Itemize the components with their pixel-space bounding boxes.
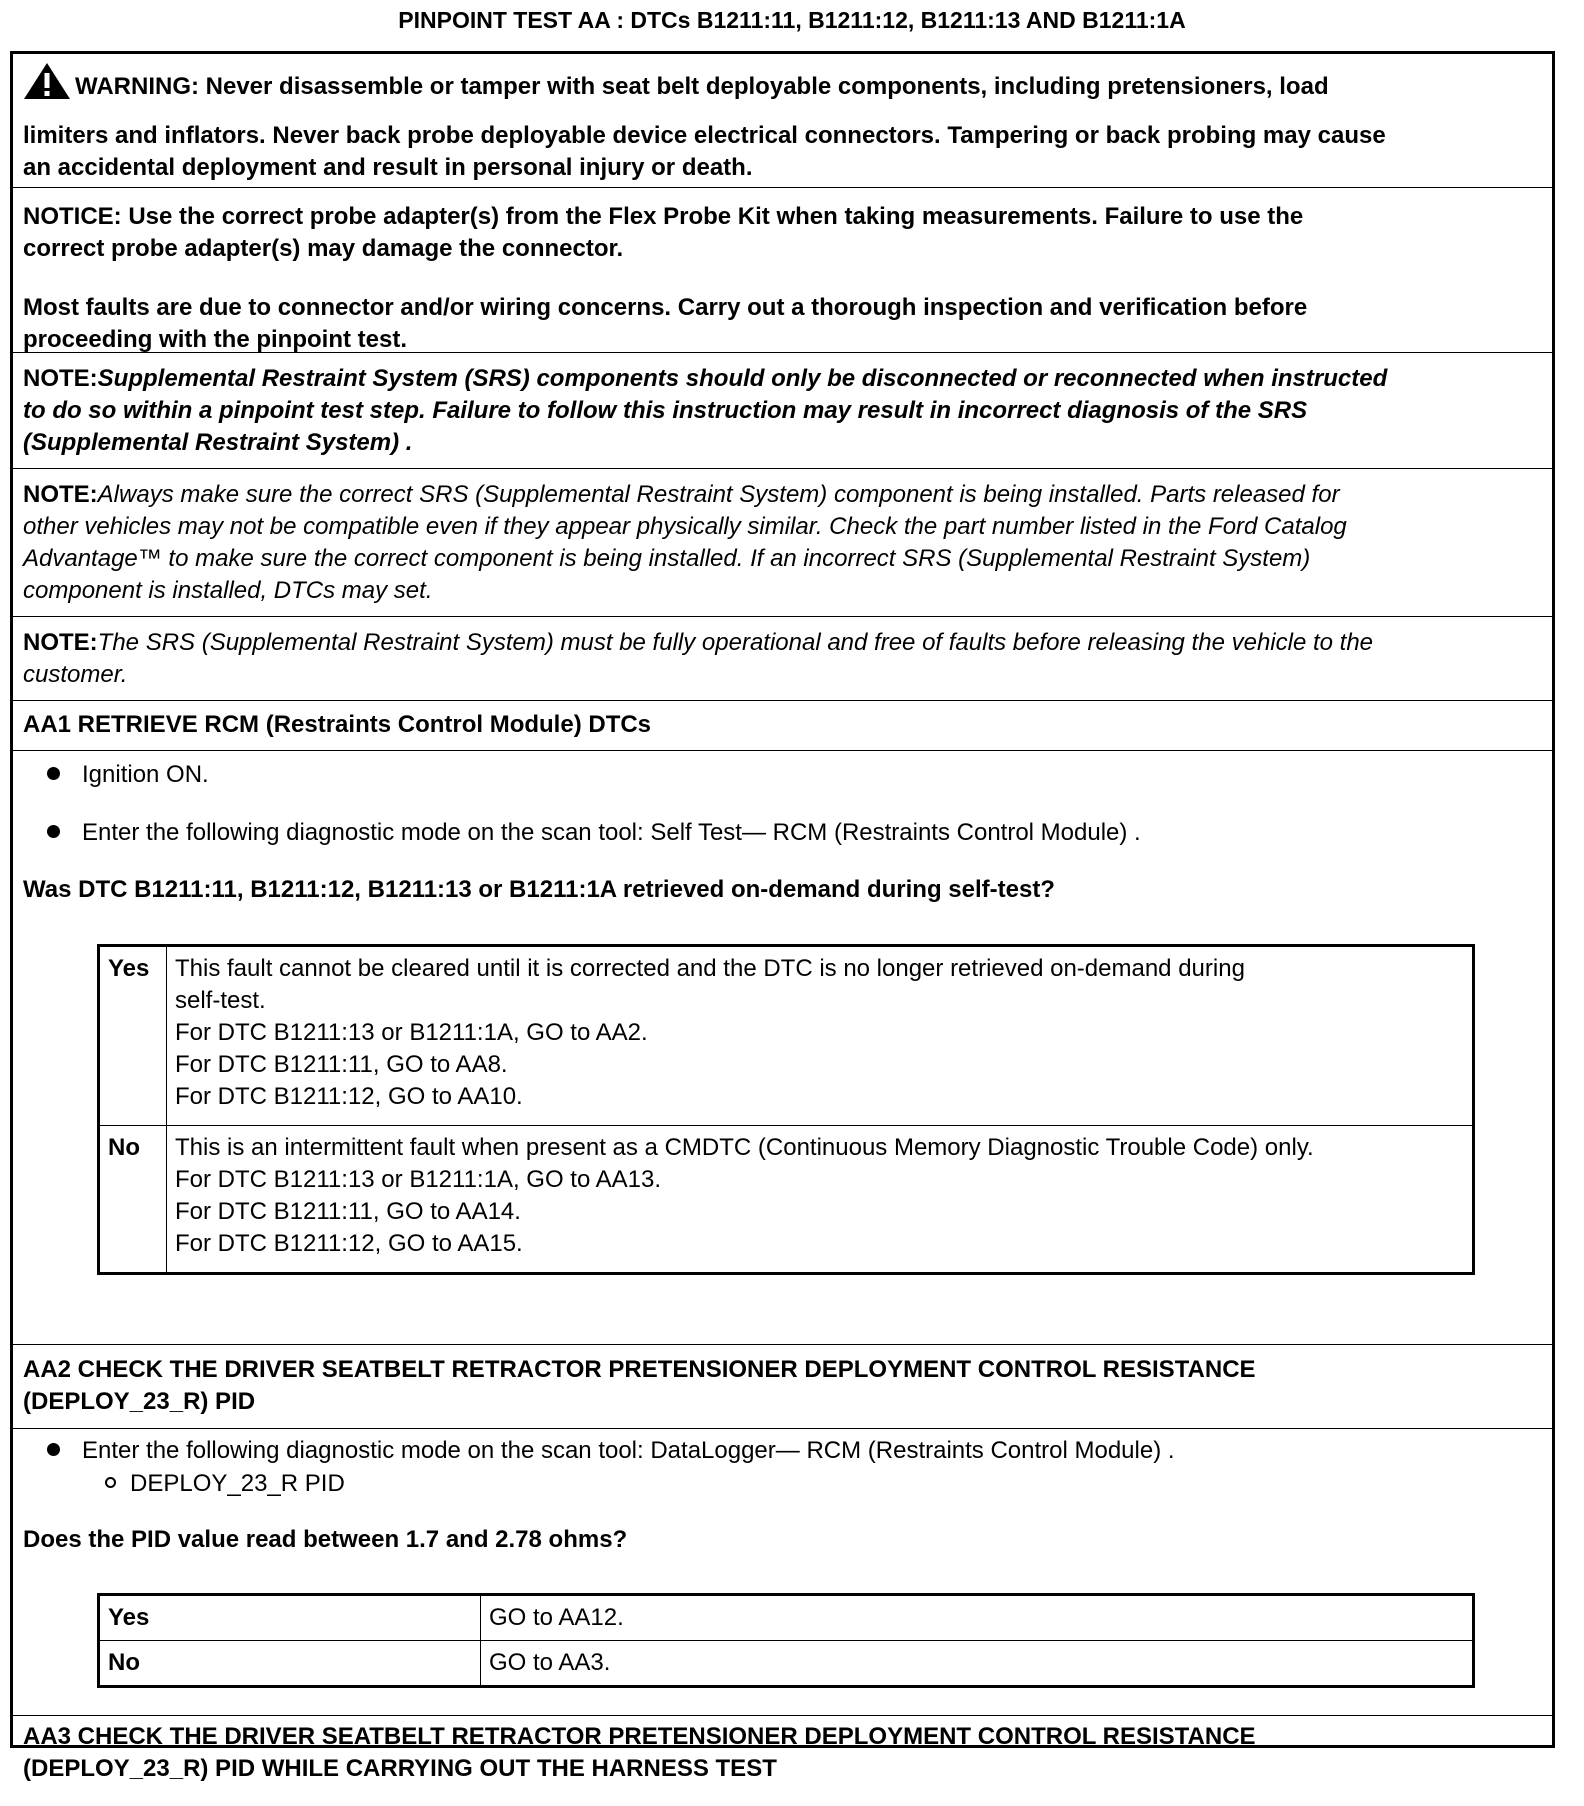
note1-line-3: (Supplemental Restraint System) . [23, 429, 413, 456]
bullet-icon [47, 825, 60, 838]
yes-line-3: For DTC B1211:13 or B1211:1A, GO to AA2. [175, 1019, 648, 1046]
aa2-heading-line-2: (DEPLOY_23_R) PID [23, 1388, 256, 1415]
pinpoint-test-frame [10, 51, 1555, 1782]
table-row [99, 1641, 1474, 1687]
aa2-heading-section [13, 1345, 1552, 1429]
note2-line-3: Advantage™ to make sure the correct component is being installed. If an incorrect SRS (Supplemental Restraint System) [23, 545, 1311, 572]
no-label: No [99, 1126, 167, 1274]
warning-line-3: an accidental deployment and result in personal injury or death. [23, 154, 753, 181]
aa3-heading-line-2: (DEPLOY_23_R) PID WHILE CARRYING OUT THE HARNESS TEST [23, 1755, 777, 1782]
aa3-heading-section [13, 1716, 1552, 1806]
no-cell [167, 1126, 1474, 1274]
table-row [99, 1126, 1474, 1274]
warning-triangle-icon [23, 62, 71, 110]
aa1-bullet-1: Ignition ON. [23, 759, 209, 791]
aa2-heading-line-1: AA2 CHECK THE DRIVER SEATBELT RETRACTOR PRETENSIONER DEPLOYMENT CONTROL RESISTANCE [23, 1356, 1256, 1383]
yes-line-4: For DTC B1211:11, GO to AA8. [175, 1051, 508, 1078]
table-row [99, 946, 1474, 1126]
note-correct-component [13, 469, 1552, 617]
yes-label: Yes [99, 946, 167, 1126]
notice-line-2: correct probe adapter(s) may damage the connector. [23, 235, 624, 262]
bullet-icon [47, 767, 60, 780]
aa1-body [13, 751, 1552, 1345]
faults-line-1: Most faults are due to connector and/or wiring concerns. Carry out a thorough inspection and verification before [23, 294, 1308, 321]
warning-line-1: WARNING: Never disassemble or tamper with seat belt deployable components, including pretensioners, load [23, 62, 1544, 110]
aa2-body [13, 1429, 1552, 1716]
aa2-answer-table [97, 1593, 1475, 1688]
yes-cell [167, 946, 1474, 1126]
yes-label: Yes [99, 1595, 481, 1641]
aa2-bullet: Enter the following diagnostic mode on the scan tool: DataLogger— RCM (Restraints Control Module) . [23, 1435, 1175, 1467]
aa2-question: Does the PID value read between 1.7 and 2.78 ohms? [23, 1526, 628, 1553]
bullet-icon [47, 1443, 60, 1456]
warning-line-2: limiters and inflators. Never back probe deployable device electrical connectors. Tampering or back probing may cause [23, 122, 1386, 149]
aa1-question: Was DTC B1211:11, B1211:12, B1211:13 or B1211:1A retrieved on-demand during self-test? [23, 876, 1055, 903]
warning-section [13, 54, 1552, 188]
note3-line-1: NOTE:The SRS (Supplemental Restraint System) must be fully operational and free of faults before releasing the vehicle to the [23, 629, 1374, 656]
note-fully-operational [13, 617, 1552, 701]
table-row [99, 1595, 1474, 1641]
aa3-heading-line-1: AA3 CHECK THE DRIVER SEATBELT RETRACTOR PRETENSIONER DEPLOYMENT CONTROL RESISTANCE [23, 1723, 1256, 1750]
notice-line-1: NOTICE: Use the correct probe adapter(s) from the Flex Probe Kit when taking measurements. Failure to use the [23, 203, 1304, 230]
no-line-4: For DTC B1211:12, GO to AA15. [175, 1230, 523, 1257]
aa1-answer-table [97, 944, 1475, 1275]
yes-line-2: self-test. [175, 987, 266, 1014]
no-cell: GO to AA3. [481, 1641, 1474, 1687]
notice-section [13, 188, 1552, 353]
faults-line-2: proceeding with the pinpoint test. [23, 326, 407, 353]
aa1-bullet-2: Enter the following diagnostic mode on the scan tool: Self Test— RCM (Restraints Control Module) . [23, 817, 1141, 849]
note1-line-2: to do so within a pinpoint test step. Failure to follow this instruction may result in incorrect diagnosis of the SRS [23, 397, 1308, 424]
note-srs-disconnect [13, 353, 1552, 469]
no-line-3: For DTC B1211:11, GO to AA14. [175, 1198, 521, 1225]
no-line-1: This is an intermittent fault when present as a CMDTC (Continuous Memory Diagnostic Trouble Code) only. [175, 1134, 1314, 1161]
no-label: No [99, 1641, 481, 1687]
yes-line-1: This fault cannot be cleared until it is corrected and the DTC is no longer retrieved on-demand during [175, 955, 1245, 982]
no-line-2: For DTC B1211:13 or B1211:1A, GO to AA13. [175, 1166, 662, 1193]
note2-line-2: other vehicles may not be compatible even if they appear physically similar. Check the part number listed in the Ford Catalog [23, 513, 1347, 540]
yes-cell: GO to AA12. [481, 1595, 1474, 1641]
note2-line-1: NOTE:Always make sure the correct SRS (Supplemental Restraint System) component is being installed. Parts released for [23, 481, 1340, 508]
page-title: PINPOINT TEST AA : DTCs B1211:11, B1211:12, B1211:13 AND B1211:1A [398, 7, 1186, 33]
note1-line-1: NOTE:Supplemental Restraint System (SRS) components should only be disconnected or reconnected when instructed [23, 365, 1388, 392]
note2-line-4: component is installed, DTCs may set. [23, 577, 433, 604]
note3-line-2: customer. [23, 661, 128, 688]
aa1-heading-section [13, 701, 1552, 751]
aa1-heading: AA1 RETRIEVE RCM (Restraints Control Module) DTCs [23, 711, 652, 738]
sub-bullet-icon [105, 1477, 116, 1488]
yes-line-5: For DTC B1211:12, GO to AA10. [175, 1083, 523, 1110]
aa2-sub-bullet: DEPLOY_23_R PID [23, 1468, 345, 1500]
